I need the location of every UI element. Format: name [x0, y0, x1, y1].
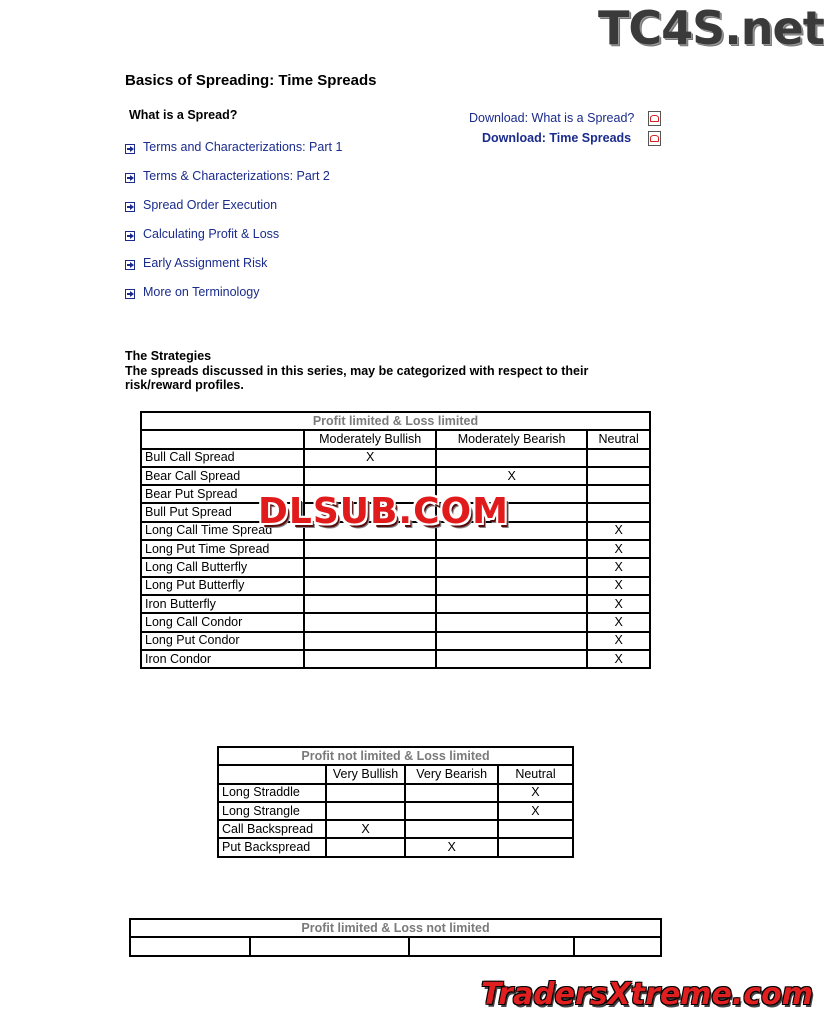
pdf-icon[interactable] [648, 131, 661, 146]
column-header [409, 937, 574, 955]
strategy-name: Long Put Butterfly [141, 577, 304, 595]
column-header: Very Bullish [326, 765, 406, 783]
table-row [141, 467, 650, 485]
table-cell: X [326, 820, 406, 838]
table-row [141, 449, 650, 467]
table-title: Profit limited & Loss not limited [130, 919, 661, 937]
strategies-description: The spreads discussed in this series, may be categorized with respect to their risk/reward profiles. [125, 363, 589, 392]
table-header-row [141, 430, 650, 448]
table-row [141, 540, 650, 558]
table-cell [436, 613, 587, 631]
table-cell [587, 485, 650, 503]
table-cell [587, 449, 650, 467]
table-cell [436, 577, 587, 595]
table-row [218, 784, 573, 802]
table-cell: X [587, 540, 650, 558]
table-row [141, 595, 650, 613]
table-cell: X [587, 595, 650, 613]
strategy-name: Long Strangle [218, 802, 326, 820]
table-cell [436, 595, 587, 613]
table-cell: X [587, 650, 650, 668]
strategy-name: Bear Put Spread [141, 485, 304, 503]
column-header: Neutral [498, 765, 573, 783]
topic-nav [125, 140, 342, 314]
table-cell: X [587, 522, 650, 540]
table-header-row [130, 937, 661, 955]
table-cell: X [587, 632, 650, 650]
table-cell: X [498, 802, 573, 820]
nav-item-early-assignment[interactable] [125, 256, 342, 285]
download-what-is-spread-link[interactable]: Download: What is a Spread? [469, 111, 635, 125]
table-title: Profit limited & Loss limited [141, 412, 650, 430]
section-heading: What is a Spread? [129, 108, 238, 122]
table-cell [304, 595, 436, 613]
table-unlimited-limited [217, 746, 574, 858]
table-cell [436, 540, 587, 558]
strategy-name: Bull Put Spread [141, 503, 304, 521]
strategy-name: Iron Butterfly [141, 595, 304, 613]
column-header [130, 937, 250, 955]
column-header [574, 937, 661, 955]
table-cell [304, 467, 436, 485]
table-cell [405, 802, 498, 820]
table-cell [587, 467, 650, 485]
strategy-name: Put Backspread [218, 838, 326, 856]
strategy-name: Long Put Time Spread [141, 540, 304, 558]
table-cell: X [436, 467, 587, 485]
strategy-name: Long Call Condor [141, 613, 304, 631]
nav-item-terms-part1[interactable] [125, 140, 342, 169]
arrow-right-icon [125, 202, 135, 212]
download-time-spreads-link[interactable]: Download: Time Spreads [482, 131, 632, 145]
arrow-right-icon [125, 289, 135, 299]
nav-link[interactable]: Spread Order Execution [143, 198, 278, 212]
table-row [141, 632, 650, 650]
dlsub-watermark: DLSUB.COM [258, 491, 509, 532]
table-cell [304, 632, 436, 650]
table-cell [304, 577, 436, 595]
table-cell [304, 540, 436, 558]
table-cell [436, 449, 587, 467]
table-cell [326, 838, 406, 856]
table-title: Profit not limited & Loss limited [218, 747, 573, 765]
column-header [250, 937, 409, 955]
pdf-icon[interactable] [648, 111, 661, 126]
nav-link[interactable]: Terms and Characterizations: Part 1 [143, 140, 343, 154]
strategy-name: Bear Call Spread [141, 467, 304, 485]
table-cell [587, 503, 650, 521]
strategy-name: Long Straddle [218, 784, 326, 802]
table-cell [304, 558, 436, 576]
strategy-name: Long Call Butterfly [141, 558, 304, 576]
table-cell [498, 838, 573, 856]
table-cell [304, 650, 436, 668]
table-cell: X [304, 449, 436, 467]
table-cell [436, 558, 587, 576]
column-header: Neutral [587, 430, 650, 448]
column-header: Very Bearish [405, 765, 498, 783]
nav-link[interactable]: More on Terminology [143, 285, 260, 299]
table-header-row [218, 765, 573, 783]
table-limited-limited [140, 411, 651, 669]
table-cell: X [587, 613, 650, 631]
nav-item-terminology[interactable] [125, 285, 342, 314]
table-row [218, 820, 573, 838]
table-cell [326, 784, 406, 802]
table-cell: X [587, 577, 650, 595]
table-cell: X [587, 558, 650, 576]
strategy-name: Long Call Time Spread [141, 522, 304, 540]
table-row [141, 577, 650, 595]
column-header [141, 430, 304, 448]
column-header: Moderately Bearish [436, 430, 587, 448]
nav-link[interactable]: Early Assignment Risk [143, 256, 268, 270]
strategy-name: Bull Call Spread [141, 449, 304, 467]
strategy-name: Long Put Condor [141, 632, 304, 650]
table-row [218, 802, 573, 820]
strategies-intro [125, 349, 625, 393]
arrow-right-icon [125, 144, 135, 154]
table-cell [304, 613, 436, 631]
column-header [218, 765, 326, 783]
tc4s-logo: TC4S.net [598, 1, 824, 55]
arrow-right-icon [125, 231, 135, 241]
table-row [141, 650, 650, 668]
table-cell [326, 802, 406, 820]
table-row [218, 838, 573, 856]
table-cell [405, 784, 498, 802]
table-cell: X [405, 838, 498, 856]
table-cell [436, 650, 587, 668]
table-row [141, 613, 650, 631]
table-cell [436, 632, 587, 650]
strategies-heading: The Strategies [125, 349, 212, 363]
tradersxtreme-logo: TradersXtreme.com [481, 977, 813, 1012]
strategy-name: Iron Condor [141, 650, 304, 668]
column-header: Moderately Bullish [304, 430, 436, 448]
table-cell: X [498, 784, 573, 802]
strategy-name: Call Backspread [218, 820, 326, 838]
arrow-right-icon [125, 173, 135, 183]
table-limited-unlimited [129, 918, 662, 957]
arrow-right-icon [125, 260, 135, 270]
table-cell [405, 820, 498, 838]
nav-item-profit-loss[interactable] [125, 227, 342, 256]
nav-link[interactable]: Terms & Characterizations: Part 2 [143, 169, 330, 183]
table-row [141, 558, 650, 576]
nav-link[interactable]: Calculating Profit & Loss [143, 227, 280, 241]
nav-item-order-execution[interactable] [125, 198, 342, 227]
page-title: Basics of Spreading: Time Spreads [125, 72, 377, 89]
table-cell [498, 820, 573, 838]
nav-item-terms-part2[interactable] [125, 169, 342, 198]
